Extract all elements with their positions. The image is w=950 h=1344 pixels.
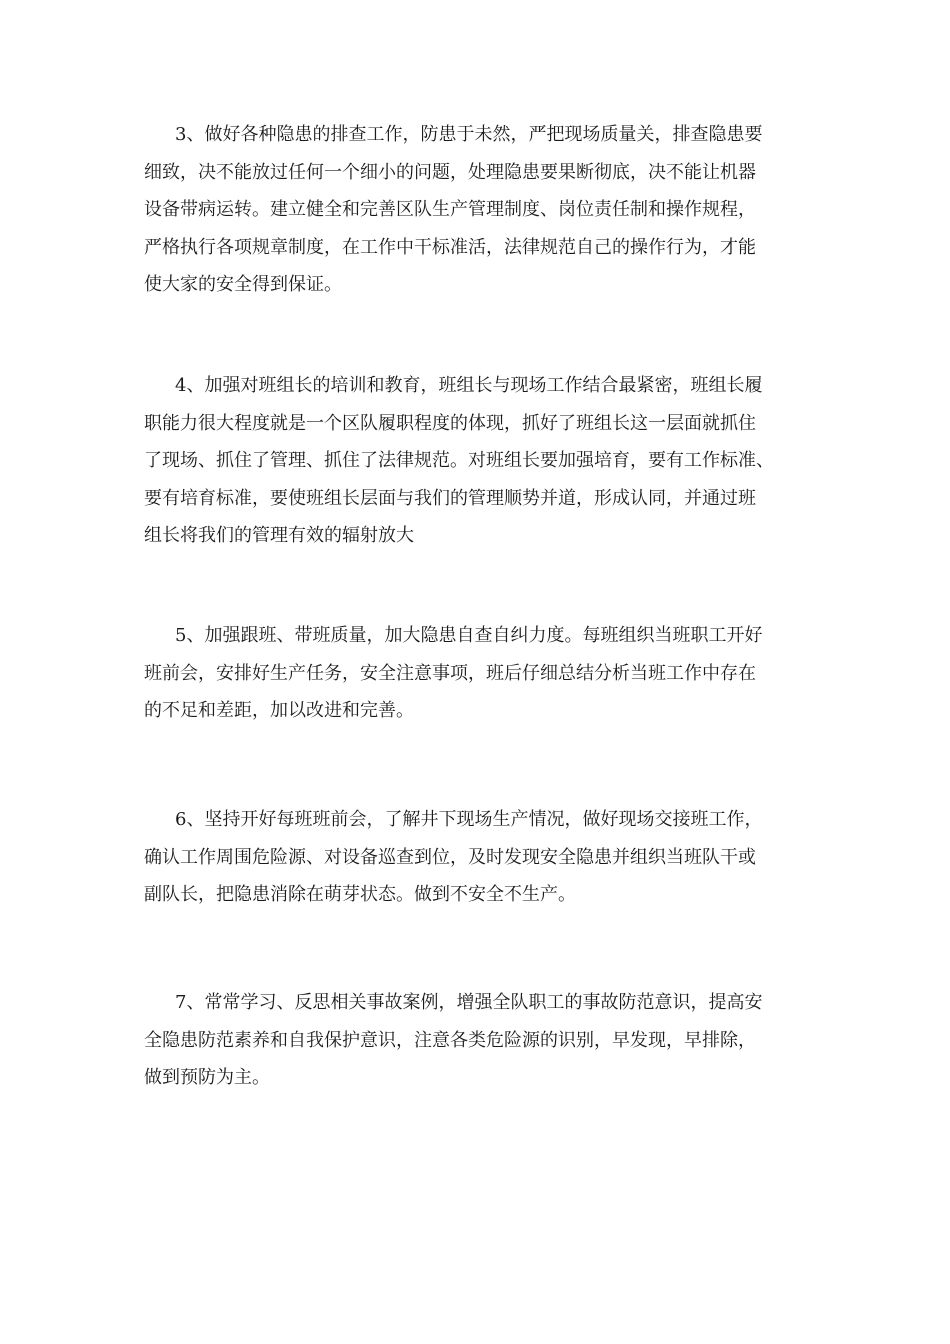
paragraph-line: 做到预防为主。: [144, 1067, 270, 1088]
paragraph-line: 使大家的安全得到保证。: [144, 274, 342, 295]
paragraph-line: 细致，决不能放过任何一个细小的问题，处理隐患要果断彻底，决不能让机器: [144, 161, 756, 183]
paragraph-line: 确认工作周围危险源、对设备巡查到位，及时发现安全隐患并组织当班队干或: [144, 846, 756, 868]
paragraph-6: [144, 801, 804, 914]
paragraph-5: [144, 617, 804, 730]
paragraph-line: 副队长，把隐患消除在萌芽状态。做到不安全不生产。: [144, 884, 576, 905]
paragraph-line: 4、加强对班组长的培训和教育，班组长与现场工作结合最紧密，班组长履: [175, 375, 763, 396]
paragraph-line: 的不足和差距，加以改进和完善。: [144, 700, 414, 721]
paragraph-line: 6、坚持开好每班班前会，了解井下现场生产情况，做好现场交接班工作，: [175, 809, 763, 830]
paragraph-line: 职能力很大程度就是一个区队履职程度的体现，抓好了班组长这一层面就抓住: [144, 412, 756, 434]
paragraph-line: 严格执行各项规章制度，在工作中干标准活，法律规范自己的操作行为，才能: [144, 236, 756, 258]
paragraph-line: 要有培育标准，要使班组长层面与我们的管理顺势并道，形成认同，并通过班: [144, 487, 756, 509]
paragraph-3: [144, 116, 804, 304]
paragraph-line: 设备带病运转。建立健全和完善区队生产管理制度、岗位责任制和操作规程，: [144, 199, 756, 220]
paragraph-7: [144, 984, 804, 1097]
paragraph-4: [144, 367, 804, 555]
paragraph-line: 了现场、抓住了管理、抓住了法律规范。对班组长要加强培育，要有工作标准、: [144, 450, 774, 471]
paragraph-line: 3、做好各种隐患的排查工作，防患于未然，严把现场质量关，排查隐患要: [175, 124, 763, 145]
paragraph-line: 全隐患防范素养和自我保护意识，注意各类危险源的识别，早发现，早排除，: [144, 1029, 756, 1051]
paragraph-line: 7、常常学习、反思相关事故案例，增强全队职工的事故防范意识，提高安: [175, 992, 763, 1013]
paragraph-line: 组长将我们的管理有效的辐射放大: [144, 525, 414, 546]
paragraph-line: 班前会，安排好生产任务，安全注意事项，班后仔细总结分析当班工作中存在: [144, 662, 756, 684]
paragraph-line: 5、加强跟班、带班质量，加大隐患自查自纠力度。每班组织当班职工开好: [175, 625, 763, 646]
